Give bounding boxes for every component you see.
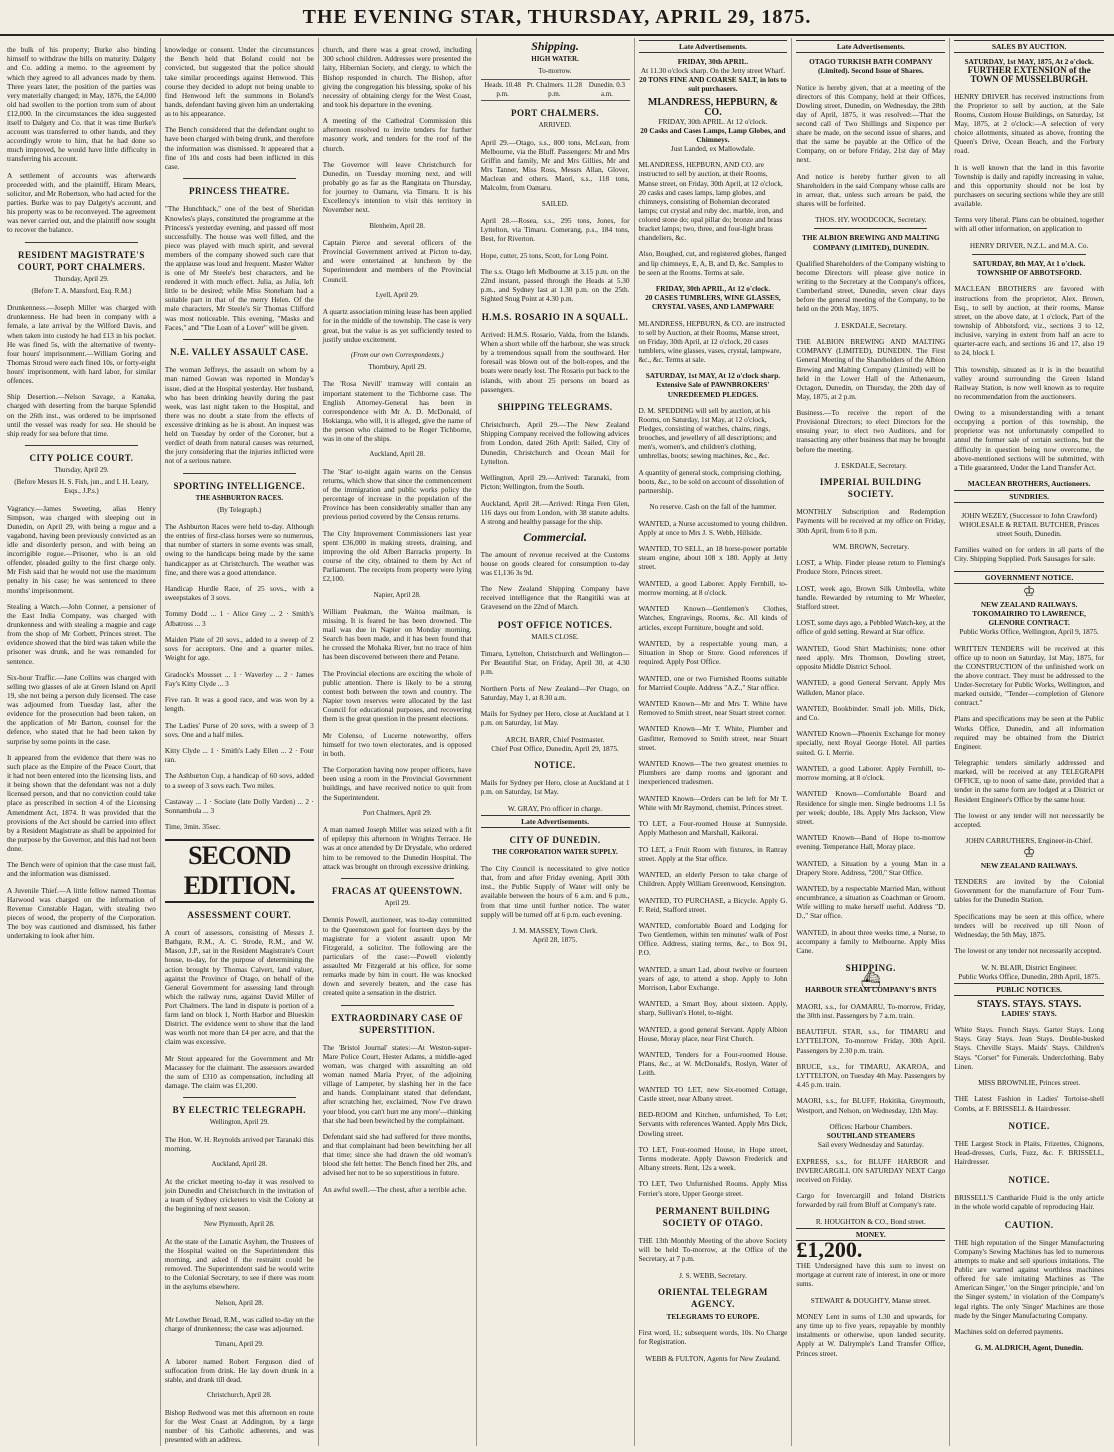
column-5	[638, 38, 793, 1446]
article-para: The Provincial elections are exciting the whole of public attention. There is likely to be a strong contest both between the town and country. The Napier town reserves were allocated by the last Council for educational purposes, and recovering them is the great question in the present elections.	[322, 668, 472, 724]
advertisement	[639, 284, 788, 364]
shipping-notice: BEAUTIFUL STAR, s.s., for TIMARU and LYTTELTON, To-morrow Friday, 30th April. Passengers by 2.30 p.m. train.	[796, 1027, 946, 1055]
notice-body: The City Council is necessitated to give notice that, from and after Friday evening, April 30th inst., the Public Supply of Water will only be available between the hours of 6 a.m. and 6 p.m., from that time until further notice. The water supply will be turned off at 6 p.m. each evening.	[480, 864, 630, 919]
article-para: The 'Star' to-night again warns on the Census returns, which show that since the commencement of the immigration and public works policy the percentage of increase in the population of the Province has been considerably smaller than any previous period covered by the Census returns.	[322, 466, 472, 522]
tide-cell: Pt. Chalmers. 11.28 p.m.	[525, 80, 585, 101]
tide-heading: HIGH WATER.	[531, 55, 579, 64]
article-para: Captain Pierce and several officers of the Provincial Government arrived at Picton to-day, and were entertained at luncheon by the Superintendent and members of the Provincial Council.	[322, 238, 472, 284]
ad-date: SATURDAY, 8th MAY, At 1 o'clock.	[972, 258, 1086, 268]
dateline: Christchurch, April 28.	[207, 1391, 272, 1400]
notice-body: MONEY Lent in sums of L30 and upwards, for any time up to five years, repayable by monthly instalments or otherwise, upon landed security. Apply at W. Dalrymple's Land Transfer Office, Princes street.	[796, 1312, 946, 1358]
notice-heading: THE ALBION BREWING AND MALTING COMPANY (LIMITED), DUNEDIN.	[802, 233, 940, 252]
section-heading: SPORTING INTELLIGENCE.	[173, 480, 306, 491]
article-para: Mails for Sydney per Hero, close at Auckland at 1 p.m. on Saturday, 1st May.	[480, 778, 630, 797]
ad-body: THE high reputation of the Singer Manufacturing Company's Sewing Machines has led to numerous attempts to make and sell spurious imitations. The Public are warned against worthless machines offered for sale imitating Machines as 'The American Singer,' 'on the Singer principle,' and 'on the Singer system,' in violation of the Company's legal rights. The only 'Singer' Machines are those made by the Singer Manufacturing Company.	[954, 1237, 1104, 1320]
notice-heading: OTAGO TURKISH BATH COMPANY (Limited). Second Issue of Shares.	[809, 57, 933, 76]
article-para: Wellington, April 29.—Arrived: Taranaki, from Picton; Wellington, from the South.	[480, 473, 630, 492]
ship-icon: ⛴	[860, 972, 881, 990]
classified: WANTED Known—Gentlemen's Clothes, Watches, Engravings, Rooms, &c. All kinds of articles, except Furniture, bought and sold.	[638, 604, 788, 632]
ad-title: 20 TONS FINE AND COARSE SALT, in lots to suit purchasers.	[639, 75, 787, 94]
notice-date: Public Works Office, Wellington, April 9, 1875.	[959, 627, 1099, 637]
article-para: Vagrancy.—James Sweeting, alias Henry Simpson, was charged with sleeping out in Dunedin, on April 29, with being a rogue and a vagabond, having been previously convicted as an idle and disorderly person, and with being an incorrigible rogue.—Prisoner, who is an old offender, pleaded guilty to the first charge only. Mr Fish said that he would not use the maximum penalty in his case; he was sentenced to three months' imprisonment.	[7, 503, 156, 595]
signature: ARCH. BARR, Chief Postmaster.	[505, 734, 605, 744]
ad-date: FRIDAY, 30th APRIL.	[677, 57, 749, 67]
column-1	[6, 38, 161, 1446]
article-para: The Ashburton Races were held to-day. Although the entries of first-class horses were so numerous, that number of starters in some events was small, owing to the handicaps being made by the same handicapper as at Christchurch. The weather was fine, and there was a good attendance.	[164, 522, 314, 577]
classified: WANTED, by a respectable Married Man, without encumbrance, a situation as Coachman or Groom. Wife willing to make herself useful. Address "D. D.," Star office.	[796, 884, 946, 921]
article-para: The s.s. Otago left Melbourne at 3.15 p.m. on the 22nd instant, passed through the Heads at 5.30 p.m., and Sydney last at 1.30 p.m. on the 25th. Sighted Snug Point at 4.30 p.m.	[480, 267, 630, 304]
ad-date: SATURDAY, 1st MAY, At 12 o'clock sharp.	[645, 371, 781, 381]
signature: J. ESKDALE, Secretary.	[834, 320, 907, 330]
article-para: knowledge or consent. Under the circumstances the Bench held that Boland could not be convicted, but suggested that the police should take similar proceedings against Henwood. This course they decided to adopt not being unable to find Henwood left the summons in Boland's hands, defendant having given him an undertaking as to his appearance.	[164, 45, 314, 118]
auction-band: SALES BY AUCTION.	[954, 40, 1104, 53]
article-para: Drunkenness.—Joseph Miller was charged with drunkenness. He had been in company with a female, a late arrival by the Wilford Davis, and when taken into custody he had £13 in his pocket. He was fined 5s, with the alternative of twenty-four hours' imprisonment.—William Goring and Thomas Stroud were each fined 10s, or forty-eight hours' imprisonment, with hard labor, for similar offences.	[7, 303, 156, 385]
notice-body: WRITTEN TENDERS will be received at this office up to noon on Saturday, 1st May, 1875, for the CONSTRUCTION of the unfinished work on the above contract. They must be addressed to the Under-Secretary for Public Works, Wellington, and marked outside, "Tender—completion of Glenore contract."	[954, 643, 1104, 708]
article-para: Christchurch, April 29.—The New Zealand Shipping Company received the following advices from London, dated 26th April: Sailed, City of Dunedin, Christchurch and Ocean Mail for Lyttelton.	[480, 420, 630, 466]
article-para: The Governor will leave Christchurch for Dunedin, on Tuesday morning next, and will probably go as far as the Rangitata on Thursday, for journey to Oamaru, via Timaru. It is his Excellency's intention to visit this territory in November next.	[322, 159, 472, 215]
page-columns	[6, 38, 1108, 1446]
article-para: William Peakman, the Waitoa mailman, is missing. It is feared he has been drowned. The mail was due in Napier on Monday morning. Search has been made, and it has been found that he crossed the Mohaka River, but no trace of him has been discovered between there and Petane.	[322, 606, 472, 662]
article-para: The 'Bristol Journal' states:—At Weston-super-Mare Police Court, Hester Adams, a middle-aged woman, was charged with assaulting an old woman named Maria Pryer, of the adjoining village of Lampeter, by slashing her in the face and hands. Complainant stated that defendant, after scratching her, exclaimed, 'Now I've drawn your blood, you can't hurt me any more'—thinking that she had been bewitched by the complainant.	[322, 1042, 472, 1125]
article-para: A court of assessors, consisting of Messrs J. Bathgate, R.M., A. C. Strode, R.M., and W. Mason, J.P., sat in the Resident Magistrate's Court house, to-day, for the purpose of determining the action brought by Thomas Calvert, land valuer, against the Province of Otago, on behalf of the General Government for assessing land through which the railway runs, against David Miller of Port Chalmers. The land in dispute is portion of a farm land on block 1, North Harbor and Blueskin District. The evidence went to show that the land was worth not more than £4 per acre, and that the claim was excessive.	[164, 928, 314, 1047]
article-para: The amount of revenue received at the Customs house on goods cleared for consumption to-day was £1,136 3s 9d.	[480, 549, 630, 577]
classified: WANTED Known—Band of Hope to-morrow evening. Temperance Hall, Moray place.	[796, 833, 946, 852]
article-para: Bishop Redwood was met this afternoon en route for the West Coast at Addington, by a large number of his Catholic adherents, and was presented with an address.	[164, 1407, 314, 1445]
notice-sub: TELEGRAMS TO EUROPE.	[666, 1311, 760, 1321]
section-heading: POST OFFICE NOTICES.	[497, 619, 613, 630]
signature: J. M. MASSEY, Town Clerk.	[512, 926, 598, 936]
race-result: Kitty Clyde ... 1 · Smith's Lady Ellen ... 2 · Four ran.	[164, 745, 314, 765]
divider	[183, 339, 296, 340]
ad-title: MLANDRESS, HEPBURN, & CO.	[647, 97, 778, 118]
section-heading: RESIDENT MAGISTRATE'S COURT, PORT CHALMERS.	[17, 249, 146, 272]
ad-body: MACLEAN BROTHERS are favored with instructions from the proprietor, Alex. Brown, Esq., to sell by auction, at their rooms, Manse street, on the above date, at 1 o'clock, Part of the township of Abbotsford, viz., sections 3 to 12, inclusive, varying in extent from half an acre to quarter-acre each, and sections 16 and 17, also 19 to 24, block I.	[954, 284, 1104, 358]
dateline: Timaru, April 29.	[214, 1340, 264, 1349]
dateline: Auckland, April 28.	[211, 1160, 268, 1169]
article-para: Mr Stout appeared for the Government and Mr Macassey for the claimant. The assessors awarded the sum of £310 as compensation, including all damage. The claim was £1,200.	[164, 1053, 314, 1090]
advertisement	[639, 98, 788, 276]
bench-line: (Before Messrs H. S. Fish, jun., and I. H. Leary, Esqs., J.P.s.)	[14, 478, 149, 496]
ad-body: This township, situated as it is in the beautiful valley around surrounding the Green Island Railway Station, is now well known as to require no recommendation from the auctioneers.	[954, 364, 1104, 401]
ad-title: Extensive Sale of PAWNBROKERS' UNREDEEMED PLEDGES.	[656, 380, 770, 399]
dateline: Nelson, April 28.	[215, 1298, 264, 1307]
notice-heading: NEW ZEALAND RAILWAYS.	[980, 860, 1078, 870]
shipping-note: Sail every Wednesday and Saturday.	[817, 1140, 924, 1150]
divider	[25, 445, 138, 446]
classified: WANTED, a good general Servant. Apply Albion House, Moray place, near First Church.	[638, 1024, 788, 1043]
classified: WANTED Known—Mr and Mrs T. White have Removed to Smith street, near Stuart street corner.	[638, 698, 788, 718]
classified: WANTED, TO SELL, an 18 horse-power portable steam engine, about 108 x 180. Apply at Jetty street.	[638, 544, 788, 572]
divider	[341, 878, 454, 879]
article-para: April 28.—Rosea, s.s., 295 tons, Jones, for Lyttelton, via Timaru. Comerang, p.s., 184 tons, Best, for Riverton.	[480, 216, 630, 244]
notice-body: The lowest or any tender will not necessarily be accepted.	[954, 810, 1104, 830]
classified: WANTED, a Situation by a young Man in a Drapery Store. Address, "200," Star Office.	[796, 858, 946, 877]
classified: WANTED Known—The two greatest enemies to Plumbers are damp rooms and ignorant and inexperienced tradesmen.	[638, 759, 788, 787]
race-title: The Ladies' Purse of 20 sovs, with a sweep of 3 sovs. One and a half miles.	[164, 720, 314, 739]
article-para: A settlement of accounts was afterwards proceeded with, and the plaintiff, Hiram Mears, solicitor, and Mr Robertson, who had acted for the parties. Burke was to pay Dalgety's account, and his property was to be reconveyed. The agreement was never carried out, and the plaintiff now sought to recover the balance.	[7, 170, 156, 235]
bench-line: (Before T. A. Mansford, Esq. R.M.)	[31, 286, 132, 295]
company-name: HARBOUR STEAM COMPANY'S BNTS	[805, 985, 937, 995]
correspondents-line: (From our own Correspondents.)	[350, 351, 444, 359]
sub-heading: SAILED.	[541, 199, 569, 208]
notice-heading: PERMANENT BUILDING SOCIETY OF OTAGO.	[655, 1205, 771, 1228]
section-heading: SHIPPING TELEGRAMS.	[497, 402, 613, 412]
tide-sub: To-morrow.	[538, 67, 572, 76]
classified: WANTED, a Nurse accustomed to young children. Apply at once to Mrs J. S. Webb, Hillside.	[638, 518, 788, 537]
notice-heading: CAUTION.	[1004, 1219, 1054, 1230]
ad-body: Families waited on for orders in all parts of the City. Shipping Supplied. Pork Sausages for sale.	[954, 545, 1104, 564]
dateline: (By Telegraph.)	[217, 505, 262, 514]
ad-body: White Stays. French Stays. Garter Stays. Long Stays. Gray Stays. Jean Stays. Double-busked Stays. Cheville Stays. Maids' Stays. Children's Stays. "Corset" for Funerals. Underclothing. Baby Linen.	[954, 1025, 1104, 1071]
second-edition-banner: SECOND EDITION.	[165, 839, 314, 903]
classified: LOST, some days ago, a Pebbled Watch-key, at the office of gold setting. Reward at Star office.	[796, 618, 946, 637]
divider	[341, 1005, 454, 1006]
signature: HENRY DRIVER, N.Z.L. and M.A. Co.	[969, 240, 1089, 250]
company-name: SOUTHLAND STEAMERS	[826, 1131, 915, 1141]
signature: WEBB & FULTON, Agents for New Zealand.	[645, 1353, 781, 1363]
ad-body: MLANDRESS, HEPBURN, AND CO. are instructed to sell by auction, at their Rooms, Manse street, on Friday, 30th April, at 12 o'clock, 20 casks and cases lamps, lamp globes, and chimneys, consisting of Bohemian decorated lamps; cut crystal and ruby dec. marble, iron, and colored stone do; opal pillar do; bronze and brass bracket lamps; two, three, and four-light brass chandeliers, &c.	[638, 160, 783, 243]
divider	[183, 178, 296, 179]
money-amount: £1,200.	[796, 1236, 863, 1262]
classified: LOST, week ago, Brown Silk Umbrella, white handle. Rewarded by returning to Mr Wheeler, Stafford street.	[796, 583, 946, 611]
ad-date: SATURDAY, 1st MAY, 1875, At 2 o'clock.	[964, 57, 1094, 67]
article-para: The New Zealand Shipping Company have received intelligence that the Rangitiki was at Gravesend on the 22nd of March.	[480, 584, 630, 612]
classified: WANTED, TO PURCHASE, a Bicycle. Apply G. F. Reid, Stafford street.	[638, 895, 788, 914]
notice-body: Notice is hereby given, that at a meeting of the directors of this Company, held at their Offices, Dowling street, Dunedin, on Wednesday, the 28th day of April, 1875, it was resolved:—That the second call of Two Shillings and Sixpence per share be made, on the second issue of shares, and that the same be payable at the Office of the Company, on or before Friday, 21st day of May next.	[796, 82, 946, 165]
race-note: Five ran. It was a good race, and was won by a length.	[164, 695, 314, 714]
divider	[183, 473, 296, 474]
ad-body: Terms very liberal. Plans can be obtained, together with all other information, on application to	[954, 215, 1104, 234]
column-7	[953, 38, 1108, 1446]
classified: WANTED Known—Phoenix Exchange for money specially, next Royal George Hotel. All parties suited. G. I. Merrie.	[796, 729, 946, 757]
article-para: The Corporation having now proper officers, have been using a room in the Provincial Government buildings, and have received notice to quit from the Superintendent.	[322, 765, 472, 802]
ad-body: BRISSELL'S Cantharide Fluid is the only article in the whole world capable of reproducing Hair.	[954, 1193, 1104, 1212]
article-para: The City Improvement Commissioners last year spent £36,000 in making streets, draining, and improving the old Albert Barracks property. In course of the city, obtained to them by Act of Parliament. The receipts from property were lying £2,100.	[322, 528, 472, 584]
race-result: Castaway ... 1 · Sociate (late Dolly Varden) ... 2 · Sonnambula ... 3	[164, 796, 314, 816]
section-heading: PORT CHALMERS.	[511, 108, 600, 119]
dateline: Auckland, April 28.	[369, 450, 425, 459]
ad-body: HENRY DRIVER has received instructions from the Proprietor to sell by auction, at the Sale Rooms, Custom House Buildings, on Saturday, 1st May, 1875, at 2 o'clock:—A selection of very choice allotments, situated as above, fronting the Queen's Drive, Ocean Beach, and the Forbury road.	[954, 91, 1104, 156]
divider	[972, 254, 1086, 255]
ad-body: THE Largest Stock in Plaits, Frizettes, Chignons, Head-dresses, Curls, Fuzz, &c. F. BRISSELL, Hairdresser.	[954, 1139, 1104, 1167]
classified: BED-ROOM and Kitchen, unfurnished, To Let; Servants with references Wanted. Apply Mrs Dick, Dowling street.	[638, 1110, 788, 1138]
shipping-notice: EXPRESS, s.s., for BLUFF HARBOR and INVERCARGILL ON SATURDAY NEXT Cargo received on Friday.	[796, 1156, 946, 1184]
article-para: Mr Lowther Broad, R.M., was called to-day on the charge of drunkenness; the case was adjourned.	[164, 1314, 314, 1333]
ad-body: A quantity of general stock, comprising clothing, boots, &c., to be sold on account of dissolution of partnership.	[638, 467, 785, 496]
ad-body: Owing to a misunderstanding with a tenant occupying a portion of this township, the proprietor was not unfortunately compelled to annul the former sale of certain sections, but the difficulty in question being now overcome, the above-mentioned sections will be submitted, with a Title guaranteed, Under the Land Transfer Act.	[954, 408, 1104, 472]
crown-seal-icon: ♔	[1022, 845, 1036, 861]
race-note: Time, 3min. 35sec.	[164, 822, 221, 832]
article-para: "The Hunchback," one of the best of Sheridan Knowles's plays, constituted the programme at the Princess's yesterday evening, and passed off most successfully. The house was well filled, and the piece was played with much spirit, and several members of the company showed such care that the applause was loud and frequent. Master Walter is one of Mr Steele's best characters, and he rendered it with much effect. Julia, as Julia, left little to be desired; while Miss Stoneham had a suitable part in that of the merry Helen. Of the male characters, Mr Steele's Sir Thomas Clifford was most noticeable. This evening, "Masks and Faces," and "The Loan of a Lover" will be given.	[164, 204, 314, 332]
late-ads-band: Late Advertisements.	[639, 40, 788, 53]
ad-note: Just Landed, ex Mallowdale.	[670, 143, 755, 153]
ad-body: D. M. SPEDDING will sell by auction, at his Rooms, on Saturday, 1st May, at 12 o'clock, Pledges, consisting of watches, chains, rings, brooches, and jewellery of all descriptions; and men's, women's, and children's clothing, umbrellas, boots; sewing machines, &c., &c.	[638, 405, 777, 461]
section-heading: PRINCESS THEATRE.	[188, 186, 290, 197]
notice-body: Specifications may be seen at this office, where tenders will be received up till Noon of Wednesday, the 5th May, 1875.	[954, 911, 1104, 939]
ad-note: No reserve. Cash on the fall of the hammer.	[649, 502, 777, 512]
shipping-notice: MAORI, s.s., for OAMARU, To-morrow, Friday, the 30th inst. Passengers by 7 a.m. train.	[796, 1001, 946, 1020]
notice-body: Plans and specifications may be seen at the Public Works Office, Dunedin, and all information required may be obtained from the District Engineer.	[954, 714, 1104, 751]
late-ads-band: Late Advertisements.	[481, 815, 630, 828]
ad-body: Also, Boughed, cut, and registered globes, flanged and lip chimneys, E, A, B, and D, &c. Samples to be seen at the Rooms. Terms at sale.	[638, 249, 787, 277]
notice-body: THE 13th Monthly Meeting of the above Society will be held To-morrow, at the Office of the Secretary, at 7 p.m.	[638, 1236, 788, 1264]
notice-heading: CITY OF DUNEDIN.	[509, 834, 601, 845]
ad-body: Machines sold on deferred payments.	[954, 1327, 1064, 1337]
signature: W. GRAY, Pro officer in charge.	[507, 803, 603, 813]
article-para: The Hon. W. H. Reynolds arrived per Taranaki this morning.	[164, 1134, 314, 1153]
article-para: Six-hour Traffic.—Jane Collins was charged with selling two glasses of ale at Green Island on April 19, she not being a person duly licensed. The case was adjourned from Tuesday last, after the evidence for the prosecution had been taken, on the application of Mr Barton, counsel for the defence, who stated that he had been taken by surprise by some points in the case.	[7, 672, 156, 746]
dateline: Lyell, April 29.	[375, 290, 419, 299]
classified: TO LET, Two Unfurnished Rooms. Apply Miss Ferrier's store, Upper George street.	[638, 1179, 788, 1198]
sub-heading: MAILS CLOSE.	[531, 632, 579, 641]
article-para: At the cricket meeting to-day it was resolved to join Dunedin and Christchurch in the invitation of a team of Sydney cricketers to visit the Colony at the beginning of next season.	[164, 1176, 314, 1213]
tide-table	[481, 79, 630, 101]
classified: TO LET, a Fruit Room with fixtures, in Rattray street. Apply at the Star office.	[638, 844, 788, 863]
article-para: A quartz association mining lease has been applied for in the middle of the township. The case is very great, but the value is as yet sufficiently tested to justify undue excitement.	[322, 307, 472, 344]
late-ads-band: Late Advertisements.	[796, 40, 945, 53]
classified: WANTED, by a respectable young man, a Situation in Shop or Store. Good references if required. Apply Post Office.	[638, 638, 788, 667]
dateline: Thursday, April 29.	[54, 274, 109, 283]
advertisement	[639, 57, 788, 93]
dateline: New Plymouth, April 28.	[204, 1220, 275, 1229]
article-para: At the state of the Lunatic Asylum, the Trustees of the Hospital waited on the Superintendent this morning, and asked if the restraint could be removed. The Superintendent said he would write to the Colonial Secretary, to see if there was room in the asylums elsewhere.	[164, 1236, 314, 1292]
article-para: A man named Joseph Miller was seized with a fit of epilepsy this afternoon in Wrights Terrace. He was at once attended by Dr Drysdale, who ordered him to be removed to the Dunedin Hospital. The attack was brought on through excessive drinking.	[322, 825, 472, 871]
notice-body: And notice is hereby further given to all Shareholders in the said Company whose calls are in arrear, that, unless such arrears be paid, the shares will be forfeited.	[796, 171, 946, 208]
section-heading: FRACAS AT QUEENSTOWN.	[332, 886, 463, 897]
classified: WANTED, in about three weeks time, a Nurse, to accompany a family to Melbourne. Apply Miss Cane.	[796, 927, 946, 955]
ad-title: TOWNSHIP OF ABBOTSFORD.	[976, 268, 1082, 278]
crown-seal-icon: ♔	[1022, 584, 1036, 600]
ad-time: At 11.30 o'clock sharp. On the Jetty street Wharf.	[640, 66, 786, 76]
ad-sub: LADIES' STAYS.	[1001, 1008, 1057, 1018]
ad-body: MLANDRESS, HEPBURN, & CO. are instructed to sell by Auction, at their Rooms, Manse street, on Friday, 30th April, at 12 o'clock, 20 cases tumblers, wine glasses, vases, crystal, lampware, &c., &c. Terms at sale.	[638, 318, 785, 364]
article-para: Auckland, April 28.—Arrived: Ringa Fren Glen, 116 days out from London, with 38 statute adults. A strong and healthy passage for the ship.	[480, 498, 630, 526]
article-para: The Bench were of opinion that the case must fail, and the information was dismissed.	[7, 860, 156, 879]
classified: WANTED, comfortable Board and Lodging for Two Gentlemen, within ten minutes' walk of Post Office. Address, stating terms, &c., to Box 91, P.O.	[638, 921, 788, 958]
article-para: The Bench considered that the defendant ought to have been charged with being drunk, and therefore the information was dismissed. It appeared that a fine of 10s and costs had been inflicted in this case.	[164, 125, 314, 171]
sub-heading: ARRIVED.	[538, 121, 572, 130]
section-heading: BY ELECTRIC TELEGRAPH.	[172, 1105, 306, 1116]
ad-body: JOHN WEZEY, (Successor to John Crawford) WHOLESALE & RETAIL BUTCHER, Princes street South, Dunedin.	[959, 510, 1100, 538]
column-3	[322, 38, 477, 1446]
notice-body: Qualified Shareholders of the Company wishing to become Directors will please give notice in writing to the Secretary at the Company's offices, Cumberland street, Dunedin, seven clear days before the general meeting of the Company, to be held on the 20th May, 1875.	[796, 258, 946, 314]
article-para: The 'Rosa Nevill' tramway will contain an important statement to the Tichborne case. The English Attorney-General has been in correspondence with Mr A. D. McDonald, of Hokianga, who will, it is alleged, give the name of the person who claimed to be Roger Tichborne, was in one of the ships.	[322, 379, 472, 444]
article-para: A laborer named Robert Ferguson died of suffocation from drink. He lay down drunk in a stable, and drank till dead.	[164, 1356, 314, 1384]
section-heading: Shipping.	[531, 39, 579, 53]
signature-date: April 28, 1875.	[532, 935, 578, 945]
article-para: Dennis Powell, auctioneer, was to-day committed to the Queenstown gaol for fourteen days by the magistrate for a violent assault upon Mr Fitzgerald, a solicitor. The following are the particulars of the case:—Powell violently assaulted Mr Fitzgerald at his office, for some remarks made by him in court. He was knocked down and severely beaten, and the case has created quite a sensation in the district.	[322, 915, 472, 998]
article-para: Ship Desertion.—Nelson Savage, a Kanaka, charged with deserting from the barque Splendid on the 26th inst., was ordered to be imprisoned until the vessel was ready for sea. He should be ship ready for sea before that time.	[7, 392, 156, 438]
article-para: A meeting of the Cathedral Commission this afternoon resolved to invite tenders for further masonry work, and tenders for the roof of the church.	[322, 116, 472, 153]
ad-body: It is well known that the land in this favorite Township is daily and rapidly increasing in value, and this opportunity should not be lost by purchasers on securing sections while they are still available.	[954, 162, 1104, 208]
ad-date: FRIDAY, 30th APRIL. At 12 o'clock.	[658, 116, 768, 126]
ad-title: 20 Casks and Cases Lamps, Lamp Globes, and Chimneys.	[640, 125, 786, 144]
signature: STEWART & DOUGHTY, Manse street.	[810, 1295, 931, 1305]
classified: WANTED, Bookbinder. Small job. Mills, Dick, and Co.	[796, 703, 946, 722]
dateline: Napier, April 28.	[373, 590, 421, 599]
classified: WANTED Known—Comfortable Board and Residence for single men. Single bedrooms 1.1 5s per week; double, 18s. Apply Mrs Jackson, View street.	[796, 789, 946, 826]
dateline: Thursday, April 29.	[54, 466, 109, 475]
notice-body: THE ALBION BREWING AND MALTING COMPANY (LIMITED), DUNEDIN. The First General Meeting of the Shareholders of the Albion Brewing and Malting Company (Limited) will be held in the Lower Hall of the Athenaeum, Octagon, Dunedin, on Thursday, the 20th day of May, 1875, at 2 p.m.	[796, 337, 946, 401]
notice-body: THE Undersigned have this sum to invest on mortgage at current rate of interest, in one or more sums.	[796, 1261, 946, 1289]
notice-body: TENDERS are invited by the Colonial Government for the manufacture of Four Turn-tables for the Dunedin Station.	[954, 876, 1104, 905]
government-band: GOVERNMENT NOTICE.	[954, 571, 1104, 584]
article-para: the bulk of his property; Burke also binding himself to withdraw the bills on maturity. Dalgety and Co. adding a memo. to the agreement by which they agreed to all advances made by them. Three years later, the position of the parties was very materially changed; in May, 1876, the £4,000 old had swollen to the portion trom sum of about £12,000. In the circumstances the idea suggested itself to Dalgety and Co. that it was time Burke's account was transferred to other hands, and they accordingly wrote to him, that he had done so much improved, he would have little difficulty in transferring his account.	[7, 45, 156, 164]
race-result: Tommy Dodd ... 1 · Alice Grey ... 2 · Smith's Albatross ... 3	[164, 609, 314, 628]
signature-date: Chief Post Office, Dunedin, April 29, 1875.	[491, 743, 619, 753]
column-2	[164, 38, 319, 1446]
classified: LOST, a Whip. Finder please return to Fleming's Produce Store, Princes street.	[796, 558, 946, 577]
signature: J. ESKDALE, Secretary.	[834, 460, 907, 470]
article-para: church, and there was a great crowd, including 300 school children. Addresses were presented the laity, Hibernian Society, and clergy, to which the Bishop responded in church. The Bishop, after giving the congregation his blessing, spoke of his necessity of obtaining clergy for the West Coast, and took his departure in the evening.	[322, 45, 472, 109]
classified: TO LET, Four-roomed House, in Hope street, Terms moderate. Apply Dawson Frederick and Albany streets. Rent, 12s a week.	[638, 1144, 788, 1173]
notice-sub: TOKOMAIRIRO TO LAWRENCE, GLENORE CONTRACT.	[972, 608, 1086, 628]
section-heading: CITY POLICE COURT.	[29, 453, 134, 464]
article-para: Timaru, Lyttelton, Christchurch and Wellington—Per Beautiful Star, on Friday, April 30, at 4.30 p.m.	[480, 649, 630, 677]
section-heading: H.M.S. ROSARIO IN A SQUALL.	[481, 311, 629, 322]
classified: WANTED, an elderly Person to take charge of Children. Apply William Greenwood, Kensington.	[638, 870, 788, 889]
race-result: Gradock's Mousset ... 1 · Waverley ... 2 · James Fay's Kitty Clyde ... 3	[164, 669, 314, 688]
divider	[183, 1097, 296, 1098]
divider	[25, 242, 138, 243]
article-para: Northern Ports of New Zealand—Per Otago, on Saturday, May 1, at 8.30 a.m.	[480, 683, 630, 702]
section-heading: NOTICE.	[534, 759, 576, 770]
classified: WANTED TO LET, new Six-roomed Cottage, Castle street, near Albany street.	[638, 1084, 788, 1103]
signature: J. S. WEBB, Secretary.	[679, 1270, 747, 1280]
article-para: The woman Jeffreys, the assault on whom by a man named Gowan was reported in Monday's issue, died at the Hospital yesterday. Her husband, who has been drinking heavily during the past week, was last night taken to the Hospital, and there was no doubt a state from the effects of excessive drinking as he is about. An inquest was held on Tuesday by order of the Coroner, but a verdict of death from natural causes was returned, the jury considering that the injuries inflicted were not of a serious nature.	[164, 365, 314, 466]
classified: WANTED, a good Laborer. Apply Fernhill, to-morrow morning, at 8 o'clock.	[796, 763, 946, 783]
section-heading: SHIPPING.	[845, 963, 896, 974]
signature: THOS. HY. WOODCOCK, Secretary.	[815, 215, 927, 225]
race-title: The Ashburton Cup, a handicap of 60 sovs, added to a sweep of 3 sovs each. Two miles.	[164, 771, 314, 790]
notice-heading: NOTICE.	[1008, 1120, 1050, 1131]
ad-title: 20 CASES TUMBLERS, WINE GLASSES, CRYSTAL VASES, AND LAMPWARE	[645, 293, 781, 312]
classified: WANTED Known—Mr T. White, Plumber and Gasfitter, Removed to Smith street, near Stuart street.	[638, 724, 788, 752]
article-para: Hope, cutter, 25 tons, Scott, for Long Point.	[480, 250, 609, 260]
signature: W. N. BLAIR, District Engineer.	[981, 962, 1078, 972]
ad-title: FURTHER EXTENSION of the TOWN OF MUSSELBURGH.	[967, 65, 1091, 85]
classified: WANTED, a good General Servant. Apply Mrs Walkden, Manor place.	[796, 678, 946, 697]
notice-heading: IMPERIAL BUILDING SOCIETY.	[819, 477, 922, 500]
notice-heading: ORIENTAL TELEGRAM AGENCY.	[657, 1286, 768, 1309]
tide-cell: Heads. 10.48 p.m.	[481, 80, 525, 101]
section-heading: EXTRAORDINARY CASE OF SUPERSTITION.	[331, 1012, 464, 1035]
race-title: Handicap Hurdle Race, of 25 sovs., with a sweepstakes of 3 sovs.	[164, 583, 314, 603]
notice-body: Telegraphic tenders similarly addressed and marked, will be received at any TELEGRAPH OFFICE, up to noon of same date, provided that a tender in the same form are lodged at a District or Resident Engineer's Office by the same hour.	[954, 758, 1104, 804]
classified: WANTED, a good Laborer. Apply Fernhill, to-morrow morning, at 8 o'clock.	[638, 578, 788, 597]
article-para: Defendant said she had suffered for three months, and that complainant had been bewitching her all that time; since she had drawn the old woman's blood she felt better. The Bench fined her 20s, and advised her not to be so superstitious in future.	[322, 1132, 472, 1178]
signature: R. HOUGHTON & CO., Bond street.	[815, 1216, 926, 1226]
dateline: Wellington, April 29.	[209, 1118, 269, 1127]
classified: WANTED, one or two Furnished Rooms suitable for Married Couple. Address "A.Z.," Star office.	[638, 673, 788, 692]
article-para: Stealing a Watch.—John Conner, a pensioner of the East India Company, was charged with drunkenness and with stealing a magpie and cage from the shop of Mr Corbett, Princes street. The evidence showed that the bird was taken while the prisoner was drunk, and he was remanded for sentence.	[7, 601, 156, 666]
signature: G. M. ALDRICH, Agent, Dunedin.	[975, 1343, 1084, 1353]
dateline: Thornbury, April 29.	[368, 363, 427, 372]
notice-body: Business.—To receive the report of the Provisional Directors; to elect Directors for the ensuing year; to elect two Auditors, and for transacting any other business that may be brought before the meeting.	[796, 408, 946, 454]
shipping-notice: MAORI, s.s., for BLUFF, Hokitika, Greymouth, Westport, and Nelson, on Wednesday, 12th May.	[796, 1096, 946, 1115]
public-notices-band: PUBLIC NOTICES.	[954, 983, 1104, 996]
classified: TO LET, a Four-roomed House at Sunnyside. Apply Matheson and Marshall, Kaikorai.	[638, 819, 788, 838]
section-heading: N.E. VALLEY ASSAULT CASE.	[170, 347, 309, 358]
dateline: April 29.	[384, 899, 410, 908]
ad-date: FRIDAY, 30th APRIL, At 12 o'clock.	[655, 284, 771, 294]
notice-body: The lowest or any tender not necessarily accepted.	[954, 946, 1102, 956]
classified: WANTED, a smart Lad, about twelve or fourteen years of age, to attend a shop. Apply to John Morrison, Labor Exchange.	[638, 964, 788, 992]
article-para: April 29.—Otago, s.s., 800 tons, McLean, from Melbourne, via the Bluff. Passengers: Mr and Mrs Griffin and family, Mr and Mrs Gillies, Mr and Mrs Tanner, Miss Ross, Messrs Allan, Glover, Maclean and others. Maori, s.s., 118 tons, Malcolm, from Oamaru.	[480, 137, 630, 193]
notice-heading: NEW ZEALAND RAILWAYS.	[980, 599, 1078, 609]
article-para: An awful swell.—The chest, after a terrible ache.	[322, 1184, 467, 1194]
column-4	[480, 38, 635, 1446]
shipping-notice: BRUCE, s.s., for TIMARU, AKAROA, and LYTTELTON, on Tuesday 4th May. Passengers by 4.45 p.m. train.	[796, 1061, 946, 1090]
classified: WANTED, Tenders for a Four-roomed House. Plans, &c., at W. McDonald's, Roslyn, Water of Leith.	[638, 1050, 788, 1078]
article-para: Mr Colenso, of Lucerne noteworthy, offers himself for two town electorates, and is opposed in both.	[322, 730, 472, 758]
dateline: Port Chalmers, April 29.	[362, 808, 432, 817]
signature: MACLEAN BROTHERS, Auctioneers.	[967, 479, 1091, 489]
article-para: It appeared from the evidence that there was no such place as the Empire of the Peace Court, that it had not been entered into the licensing lists, and it being shown that the defendant was not a duly licensed person, and that no conviction could take place as prescribed in section 4 of the Licensing Amendment Act, 1874. It was provided that the provisions of the Act should be carried into effect by a Resident Magistrate as shall be appointed for the purpose by the Governor, and this had not been done.	[7, 752, 156, 853]
offices-line: Offices: Harbour Chambers.	[829, 1121, 913, 1131]
notice-body: MONTHLY Subscription and Redemption Payments will be received at my office on Friday, 30th April, from 6 to 8 p.m.	[796, 507, 946, 535]
notice-date: Public Works Office, Dunedin, 28th April, 1875.	[958, 971, 1101, 981]
signature: MISS BROWNLIE, Princes street.	[978, 1078, 1081, 1088]
classified: WANTED, Good Shirt Machinists; none other need apply. Mrs Thomson, Dowling street, opposite Middle District School.	[796, 643, 946, 672]
notice-heading: NOTICE.	[1008, 1174, 1050, 1185]
ad-body: THE Latest Fashion in Ladies' Tortoise-shell Combs, at F. BRISSELL & Hairdresser.	[954, 1094, 1104, 1113]
ad-title: STAYS. STAYS. STAYS.	[977, 998, 1082, 1010]
classified: WANTED, a Smart Boy, about sixteen. Apply, sharp, Sullivan's Hotel, to-night.	[638, 999, 788, 1018]
shipping-notice: Cargo for Invercargill and Inland Districts forwarded by rail from Bluff at Company's rate.	[796, 1191, 946, 1210]
article-para: A Juvenile Thief.—A little fellow named Thomas Harwood was charged on the information of Revenue Constable Hagan, with stealing two pieces of wood, the property of the Corporation. The boy was cautioned and dismissed, his father undertaking to look after him.	[7, 885, 156, 941]
money-band: MONEY.	[796, 1228, 945, 1241]
column-6	[795, 38, 950, 1446]
signature: WM. BROWN, Secretary.	[832, 541, 910, 551]
tide-cell: Dunedin. 0.3 a.m.	[584, 80, 629, 101]
article-para: Arrived: H.M.S. Rosario, Valda, from the Islands. When a short while off the harbour, she was struck by a tremendous squall from the southward. Her foresail was blown out of the bolt-ropes, and the boats were nearly lost. The Rosario put back to the islands, with about 25 persons on board as passengers.	[480, 330, 630, 394]
masthead: THE EVENING STAR, THURSDAY, APRIL 29, 1875.	[0, 0, 1114, 36]
section-heading: ASSESSMENT COURT.	[187, 909, 292, 920]
article-para: Mails for Sydney per Hero, close at Auckland at 1 p.m. on Saturday, 1st May.	[480, 709, 630, 728]
race-title: Maiden Plate of 20 sovs., added to a sweep of 2 sovs for acceptors. One and a quarter miles. Weight for age.	[164, 634, 314, 663]
sundries-band: SUNDRIES.	[954, 490, 1104, 503]
advertisement	[639, 371, 788, 511]
section-heading: Commercial.	[523, 530, 587, 545]
dateline: Blenheim, April 28.	[369, 221, 425, 230]
signature: JOHN CARRUTHERS, Engineer-in-Chief.	[965, 836, 1093, 846]
classified: WANTED Known—Orders can be left for Mr T. White with Mr Raymond, chemist, Princes street.	[638, 793, 788, 812]
sub-heading: THE ASHBURTON RACES.	[195, 493, 283, 502]
divider	[814, 228, 927, 229]
notice-body: First word, 1l.; subsequent words, 10s. No Charge for Registration.	[638, 1328, 788, 1347]
notice-sub: THE CORPORATION WATER SUPPLY.	[492, 847, 618, 856]
